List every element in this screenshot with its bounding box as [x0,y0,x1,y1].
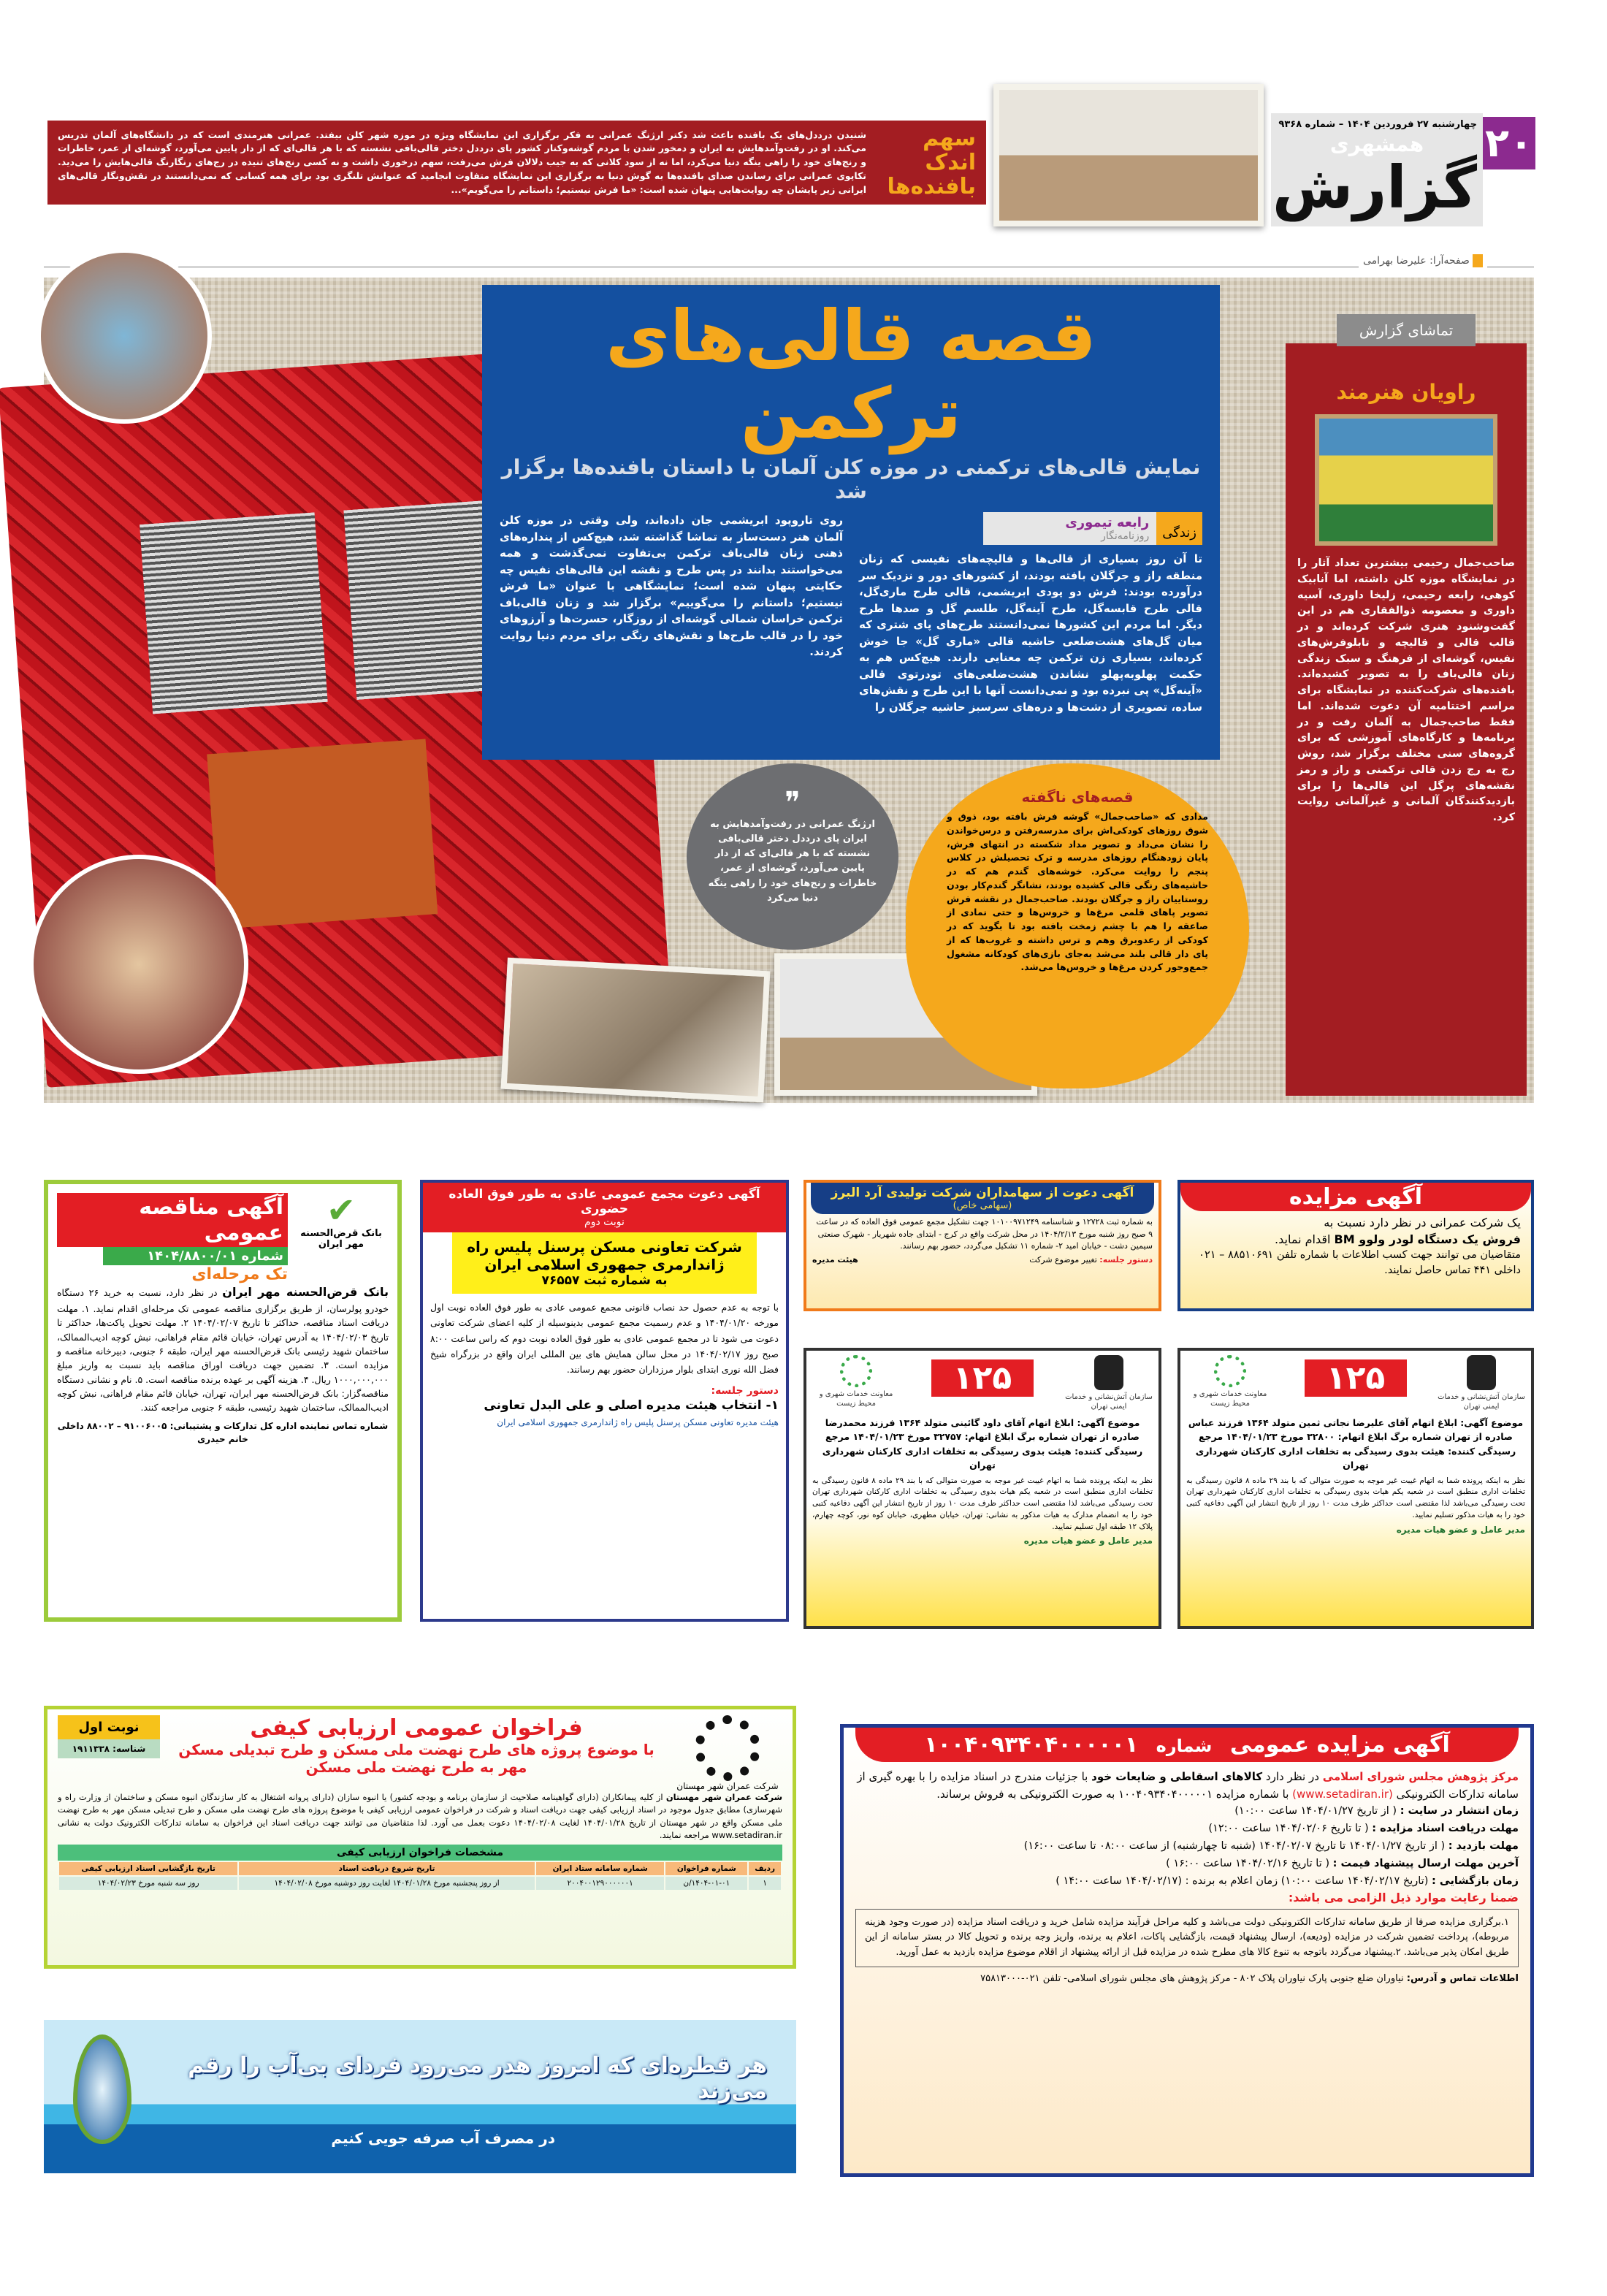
teaser-text: شنیدن درددل‌های یک بافنده باعث شد دکتر ارژنگ عمرانی به فکر برگزاری این نمایشگاه ویژه در موزه شهر کلن بیفتد. عمرانی هنرمندی است که در دانشگاه‌های آلمان تدریس می‌کند. او در رفت‌وآمدهایش به ایران و دمخور شدن با مردم گوشه‌وکنار کشور پای درددل دختر قالی‌بافی نشسته که با هر قالی‌ای که از دار پایین می‌آورد، گوشه‌ای از عمر، خاطرات و رنج‌های خود را راهی ینگه دنیا می‌کرد، اما نه از سود کلانی که به جیب دلالان فرش می‌رفت، سهم درخوری داشت و نه کسی رنج‌های تنیده در رج‌های رنگارنگ قالی‌هایش را می‌دید. تکاپوی عمرانی برای رساندن صدای بافنده‌ها به گوش دنیا به برگزاری این نمایشگاه متفاوت انجامید که عنوانش تلنگری بود برای همه کسانی که نمی‌دانستند در نقش‌ونگار قالی‌های ایرانی زیر پایشان چه روایت‌هایی پنهان شده است: «ما فرش نیستیم؛ داستانم را می‌گویم»... [58,129,866,195]
water-headline: هر قطره‌ای که امروز هدر می‌رود فردای بی‌آب را رقم می‌زند [188,2053,767,2104]
table-row [59,1877,781,1890]
assembly-body: با توجه به عدم حصول حد نصاب قانونی مجمع عمومی عادی به طور فوق العاده نوبت اول مورخه ۱۴۰۴/۰۱/۲۰ و عدم رسمیت مجمع عمومی بدینوسیله از کلیه اعضای شرکت تعاونی دعوت می شود تا در مجمع عمومی عادی به طور فوق العاده نوبت دوم که راس ساعت ۸:۰۰ صبح روز ۱۴۰۴/۰۲/۱۷ در محل سالن همایش های بین المللی ایران واقع در بزرگراه شیخ فضل الله نوری ابتدای بلوار مرزداران حضور بهم رسانند. [430,1302,779,1375]
article-panel [482,285,1220,760]
tender-number: شماره ۱۴۰۴/۸۸۰۰/۰۱ [103,1247,288,1265]
designer-rule [44,257,1534,267]
auction-small-ad [1177,1180,1534,1311]
unfinished-box [906,763,1249,1088]
municipality-logo [1214,1355,1246,1387]
company-name: شرکت عمران شهر مهستان [676,1781,779,1791]
notice1-detail: نظر به اینکه پرونده شما به اتهام غیبت غیر موجه به صورت متوالی که با بند ۲۹ ماده ۸ قانون رسیدگی به تخلفات اداری منطبق است در شعبه یکم هیات بدوی رسیدگی به تخلفات اداری کارکنان شهرداری تهران تحت رسیدگی می‌باشد لذا مقتضی است حداکثر ظرف مدت ۱۰ روز از تاریخ انتشار این آگهی دفاعیه کتبی خود را به انضمام مدارک به هیات مذکور به نشانی: تهران، خیابان مطهری، خیابان کوه نور، کوچه چهارم، پلاک ۱۲ طبقه اول تسلیم نمایید. [812,1476,1153,1531]
quote-icon: ❞ [785,786,801,820]
bank-name: بانک قرض‌الحسنه مهر ایران [300,1228,382,1250]
quality-lead: شرکت عمران شهر مهستان [665,1792,782,1802]
auction-big-goods: کالاهای اسقاطی و ضایعات خود [1091,1770,1263,1783]
tag-icon [1473,254,1483,267]
auction-small-title: آگهی مزایده [1180,1183,1531,1211]
article-subtitle: نمایش قالی‌های ترکمنی در موزه کلن آلمان با داستان بافنده‌ها برگزار شد [501,455,1201,504]
sidebar-tab: تماشای گزارش [1337,314,1476,346]
auction-small-action: اقدام نماید. [1275,1232,1331,1247]
ard-ad [804,1180,1161,1311]
section-title: گزارش [1272,153,1477,221]
tender-title: آگهی مناقصه عمومی [57,1193,288,1247]
table-header: تاریخ بازگشایی اسناد ارزیابی کیفی [59,1862,237,1875]
schedule-item [855,1803,1519,1820]
schedule-label: مهلت دریافت اسناد مزایده : [1372,1822,1519,1834]
auction-small-contact: متقاضیان می توانند جهت کسب اطلاعات با شماره تلفن ۸۸۵۱۰۶۹۱ – ۰۲۱ داخلی ۴۴۱ تماس حاصل نمایند. [1199,1249,1521,1277]
auction-big-text-2: با جزئیات مندرج در اسناد مزایده را با بهره گیری از سامانه تدارکات الکترونیکی [857,1770,1519,1801]
notice1-badge: ۱۲۵ [931,1359,1034,1397]
designer-name: صفحه‌آرا: علیرضا بهرامی [1363,255,1470,267]
sidebar-title: راویان هنرمند [1336,380,1476,404]
auction-small-line1: یک شرکت عمرانی در نظر دارد نسبت به [1324,1216,1521,1229]
table-header: شماره سامانه ستاد ایران [536,1862,664,1875]
auction-small-item: فروش یک دستگاه لودر ولوو BM [1334,1232,1521,1247]
teaser-title: سهم اندک بافنده‌ها [887,126,976,199]
quality-table [58,1861,782,1891]
ard-agenda: تغییر موضوع شرکت [1029,1254,1097,1265]
municipality-logo [840,1355,872,1387]
article-column-1: تا آن روز بسیاری از قالی‌ها و قالیچه‌های نفیسی که زنان منطقه راز و جرگلان بافته بودند، از کشورهای دور و نزدیک سر درآورده بودند: فرش دو پودی ابریشمی، قالی طرح ماری‌گل، قالی طرح قابسه‌گل، طرح آینه‌گل، طلسم گل و صدها طرح دیگر. اما مردم این کشورها نمی‌دانستند طرح‌های پای شتری که میان گل‌های هشت‌ضلعی حاشیه قالی «ماری گل» جا خوش کرده‌اند، بسیاری زن ترکمن چه معنایی دارند. هیچ‌کس هم به حکمت پهلوبه‌پهلو نشاندن هشت‌ضلعی‌های تودرتوی قالی «آینه‌گل» پی نبرده بود و نمی‌دانست آنها با این طرح و نقش‌های ساده، تصویری از دشت‌ها و دره‌های سرسبز حاشیه جرگلان را [859,552,1202,714]
table-header: شماره فراخوان [665,1862,747,1875]
table-header: تاریخ شروع دریافت اسناد [239,1862,535,1875]
assembly-agenda: ۱- انتخاب هیئت مدیره اصلی و علی البدل تعاونی [484,1398,779,1414]
auction-big-text-1: در نظر دارد [1265,1770,1319,1783]
quality-title: فراخوان عمومی ارزیابی کیفی [250,1715,583,1741]
table-cell: روز سه شنبه مورخ ۱۴۰۴/۰۲/۲۳ [59,1877,237,1890]
ard-body: به شماره ثبت ۱۲۷۲۸ و شناسنامه ۱۰۱۰۰۹۷۱۲۴۹ جهت تشکیل مجمع عمومی فوق العاده که در ساعت ۹ صبح روز شنبه مورخ ۱۴۰۴/۲/۱۳ در محل شرکت واقع در کرج - ابتدای جاده شهریار - شهرک صنعتی سیمین دشت - خیابان امید ۲- شماره ۱۱ تشکیل می‌گردد، حضور بهم رسانند. [816,1217,1153,1251]
issue-date: چهارشنبه ۲۷ فروردین ۱۴۰۴ – شماره ۹۳۶۸ [1278,119,1477,130]
ard-signature: هیئت مدیره [812,1254,858,1265]
quality-table-title: مشخصات فراخوان ارزیابی کیفی [58,1845,782,1861]
notice1-org-fire-dept: سازمان آتش‌نشانی و خدمات ایمنی تهران [1065,1393,1153,1411]
auction-big-notice: ضمنا رعایت موارد ذیل الزامی می باشد: [1288,1890,1519,1904]
tender-ad [44,1180,402,1622]
ard-title: آگهی دعوت از سهامداران شرکت تولیدی آرد البرز [831,1186,1134,1200]
schedule-value: ( تا تاریخ ۱۴۰۴/۰۲/۰۶ ساعت ۱۲:۰۰) [1208,1822,1369,1834]
table-header: ردیف [749,1862,781,1875]
fire-dept-logo [1467,1355,1496,1390]
schedule-value: ( تا تاریخ ۱۴۰۴/۰۲/۱۶ ساعت ۱۶:۰۰ ) [1166,1857,1330,1869]
notice1-signature: مدیر عامل و عضو هیات مدیره [1023,1536,1153,1546]
article-title: قصه قالی‌های ترکمن [606,295,1096,454]
quality-subtitle: با موضوع پروژه های طرح نهضت ملی مسکن و طرح تبدیلی مسکن مهر به طرح نهضت ملی مسکن [178,1741,654,1776]
auction-big-contact-label: اطلاعات تماس و آدرس: [1406,1973,1519,1984]
notice1-body: موضوع آگهی: ابلاغ اتهام آقای داود گائینی متولد ۱۳۶۴ فرزند محمدرضا صادره از تهران شماره برگ ابلاغ اتهام: ۳۲۷۵۷ مورخ ۱۴۰۴/۰۱/۲۳ مرجع رسیدگی کننده: هیئت بدوی رسیدگی به تخلفات اداری کارکنان شهرداری تهران [822,1417,1143,1471]
ard-subtitle: (سهامی خاص) [953,1200,1012,1211]
assembly-company: شرکت تعاونی مسکن پرسنل پلیس راه ژاندارمری جمهوری اسلامی ایران [467,1238,742,1273]
table-cell: ۱ [749,1877,781,1890]
auction-big-text-3: با شماره مزایده ۱۰۰۴۰۹۳۴۰۴۰۰۰۰۰۱ به صورت الکترونیکی به فروش برساند. [936,1788,1289,1801]
water-banner [44,2020,796,2173]
auction-big-header [855,1728,1519,1762]
assembly-agenda-label: دستور جلسه: [711,1385,779,1397]
assembly-round: نوبت دوم [584,1216,625,1228]
assembly-ad [420,1180,789,1622]
setadiran-link[interactable]: (www.setadiran.ir) [1292,1788,1393,1801]
auction-big-title: آگهی مزایده عمومی [1229,1732,1450,1758]
schedule-value: ( از تاریخ ۱۴۰۴/۰۱/۲۷ ساعت ۱۰:۰۰) [1234,1805,1397,1817]
page-number: ۲۰ [1483,117,1535,169]
schedule-item [855,1820,1519,1838]
ard-agenda-label: دستور جلسه: [1099,1254,1153,1265]
designer-line [1359,254,1487,267]
table-cell: ۱۴۰۴-۰۱-۰۱/ن [665,1877,747,1890]
quality-body: از کلیه پیمانکاران (دارای گواهینامه صلاحیت از سازمان برنامه و بودجه کشور) یا انبوه سازان (دارای پروانه اشتغال به کار سازندگان انبوه مسکن و ساختمان از وزارت راه و شهرسازی) مطابق جدول موجود در اسناد ارزیابی کیفی جهت دریافت اسناد و شرکت در فراخوان عمومی ارزیابی کیفی با موضوع پروژه های طرح نهضت ملی مسکن و طرح تبدیلی مسکن مهر به طرح نهضت ملی مسکن واقع در شهر مهستان از تاریخ ۱۴۰۴/۰۱/۲۸ لغایت ۱۴۰۴/۰۲/۰۸ دعوت بعمل می آورد. لذا متقاضیان می توانند جهت دریافت اسناد این فراخوان به سامانه تدارکات الکترونیک دولت به نشانی www.setadiran.ir مراجعه نمایند. [58,1792,782,1840]
auction-big-number-label: شماره [1156,1736,1213,1756]
notice-ad-1 [804,1348,1161,1629]
schedule-label: مهلت بازدید : [1448,1839,1519,1852]
tender-body: در نظر دارد، نسبت به خرید ۲۶ دستگاه خودرو پولرسان، از طریق برگزاری مناقصه عمومی تک مرحله‌ای اقدام نماید. ۱. مهلت دریافت اسناد مناقصه، حداکثر تا تاریخ ۱۴۰۴/۰۲/۰۷ ۲. مهلت تحویل پاکت‌ها، حداکثر تا تاریخ ۱۴۰۴/۰۲/۰۳ به آدرس تهران، خیابان قائم مقام فراهانی، نبش کوچه ادیب‌الممالک، ساختمان شهید رئیسی بانک قرض‌الحسنه مهر ایران، طبقه ۶ جنوبی، دبیرخانه مناقصه و مزایده است. ۳. تضمین جهت دریافت اوراق مناقصه باید نسبت به واریز مبلغ ۱۰۰۰,۰۰۰,۰۰۰ ریال. ۴. هزینه آگهی بر عهده برنده مناقصه است. ۵. نام و نشانی دستگاه مناقصه‌گزار: بانک قرض‌الحسنه مهر ایران، تهران، خیابان قائم مقام فراهانی، نبش کوچه ادیب‌الممالک، ساختمان شهید رئیسی، طبقه ۶ جنوبی مراجعه کنند. [57,1287,389,1414]
tender-stage: تک مرحله‌ای [191,1265,288,1284]
schedule-label: آخرین مهلت ارسال پیشنهاد قیمت : [1332,1857,1519,1869]
assembly-signature: هیئت مدیره تعاونی مسکن پرسنل پلیس راه ژاندارمری جمهوری اسلامی ایران [497,1417,779,1428]
tender-contact: شماره تماس نماینده اداره کل تدارکات و پشتیبانی: ۹۱۰۰۶۰۰۵ – ۸۸۰۰۲ داخلی خانم حیدری [57,1420,389,1445]
notice-ad-2 [1177,1348,1534,1629]
author-name: رابعه تیموری [1065,515,1150,531]
water-tagline: در مصرف آب صرفه جویی کنیم [331,2129,555,2147]
table-cell: از روز پنجشنبه مورخ ۱۴۰۴/۰۱/۲۸ لغایت روز دوشنبه مورخ ۱۴۰۴/۰۲/۰۸ [239,1877,535,1890]
auction-big-number: ۱۰۰۴۰۹۳۴۰۴۰۰۰۰۰۱ [924,1732,1139,1758]
auction-big-ad [840,1724,1534,2177]
unfinished-title: قصه‌های ناگفته [1021,788,1134,806]
notice2-body: موضوع آگهی: ابلاغ اتهام آقای علیرضا نجاتی ثمین متولد ۱۳۶۴ فرزند عباس صادره از تهران شماره برگ ابلاغ اتهام: ۳۲۸۰۰ مورخ ۱۴۰۴/۰۱/۲۳ مرجع رسیدگی کننده: هیئت بدوی رسیدگی به تخلفات اداری کارکنان شهرداری تهران [1188,1417,1524,1471]
category-label: زندگی [1156,512,1202,545]
schedule-label: زمان انتشار در سایت : [1400,1805,1519,1817]
water-drop-icon [73,2034,131,2144]
schedule-item [855,1838,1519,1856]
sidebar [1286,321,1527,1096]
fire-dept-logo [1094,1355,1123,1390]
sidebar-carpet-photo [1315,414,1497,546]
schedule-value: ( از تاریخ ۱۴۰۴/۰۱/۲۷ تا تاریخ ۱۴۰۴/۰۲/۰۷ (شنبه تا چهارشنبه) از ساعت ۰۸:۰۰ تا ساعت ۱۶:۰۰) [1023,1839,1446,1852]
article-column-2: روی تاروپود ابریشمی جان داده‌اند، ولی وقتی در موزه کلن آلمان هنر دست‌ساز به تماشا گذاشته شد، هیچ‌کس از پنداره‌های ذهنی زنان قالی‌باف ترکمن بی‌تفاوت نمی‌گذشت و همه می‌خواستند بدانند در پس طرح و نقشه این قالی‌های نفیس چه حکایتی پنهان شده است؛ نمایشگاهی با عنوان «ما فرش نیستیم؛ داستانم را می‌گوییم» برگزار شد و زنان قالی‌باف ترکمن خراسان شمالی گوشه‌ای از روزگار، حسرت‌ها و آرزوهای خود را در قالب طرح‌ها و نقش‌های رنگی برای مردم دنیا روایت کردند. [500,514,843,659]
quote-bubble [687,763,898,950]
assembly-title: آگهی دعوت مجمع عمومی عادی به طور فوق العاده حضوری [448,1187,760,1216]
schedule-value: (تاریخ ۱۴۰۴/۰۲/۱۷ ساعت ۱۰:۰۰) زمان اعلام به برنده : (۱۴۰۴/۰۲/۱۷ ساعت ۱۴:۰۰ ) [1056,1874,1429,1887]
notice2-signature: مدیر عامل و عضو هیات مدیره [1396,1524,1525,1535]
teaser-box [47,121,986,205]
notice1-org-municipality: معاونت خدمات شهری و محیط زیست [819,1390,893,1408]
quality-id: شناسه: ۱۹۱۱۳۳۸ [58,1739,160,1758]
tender-lead: بانک قرض‌الحسنه مهر ایران [222,1285,389,1299]
unfinished-text: مدادی که «صاحب‌جمال» گوشه فرش بافته بود، ذوق و شوق روزهای کودکی‌اش برای مدرسه‌رفتن و درس‌خواندن را نشان می‌داد و تصویر مداد شکسته در انتهای فرش، پایان زودهنگام روزهای مدرسه و ترک تحصیلش در کلاس پنجم را روایت می‌کرد. خوشه‌های گندم هم که در حاشیه‌های رنگی قالی کشیده بودند، نشانگر گندم‌کار بودن روستاییان راز و جرگلان بودند. صاحب‌جمال در نقشه فرش تصویر پاهای قلمی مرغ‌ها و خروس‌ها و حتی نمادی از صاعقه را هم با چشم زمخت بافته بود تا بگوید که در کودکی از رعدوبرق وهم و ترس داشته و غروب‌ها که از پای دار قالی بلند می‌شد به‌جای بازی‌های کودکانه مشغول جمع‌وجور کردن مرغ‌ها و خروس‌ها می‌شد. [947,811,1208,973]
auction-big-contact: نیاوران ضلع جنوبی پارک نیاوران پلاک ۸۰۲ - مرکز پژوهش های مجلس شورای اسلامی- تلفن ۰۲۱-۷۵۸۱۳۰۰۰ [980,1973,1404,1984]
company-logo-icon [695,1715,760,1781]
paper-name-watermark: همشهری [1329,132,1424,156]
table-cell: ۲۰۰۴۰۰۱۲۹۰۰۰۰۰۰۱ [536,1877,664,1890]
notice2-badge: ۱۲۵ [1305,1359,1408,1397]
quality-ad [44,1706,796,1969]
schedule-item [855,1856,1519,1873]
author-box [983,512,1202,545]
auction-schedule [855,1803,1519,1891]
auction-big-org: مرکز پژوهش مجلس شورای اسلامی [1322,1770,1519,1783]
author-role: روزنامه‌نگار [1101,530,1150,543]
notice2-org-fire-dept: سازمان آتش‌نشانی و خدمات ایمنی تهران [1438,1393,1525,1411]
workshop-photo [501,958,771,1103]
masthead [1271,113,1483,226]
quality-round: نوبت اول [58,1715,160,1739]
weaver-photo-circle [37,248,212,424]
schedule-item [855,1873,1519,1891]
notice2-detail: نظر به اینکه پرونده شما به اتهام غیبت غیر موجه به صورت متوالی که با بند ۲۹ ماده ۸ قانون رسیدگی به تخلفات اداری منطبق است در شعبه یکم هیات بدوی رسیدگی به تخلفات اداری کارکنان شهرداری تهران تحت رسیدگی می‌باشد لذا مقتضی است حداکثر ظرف مدت ۱۰ روز از تاریخ انتشار این آگهی دفاعیه کتبی خود را به هیات مذکور تسلیم نمایید. [1186,1476,1526,1519]
schedule-label: زمان بازگشایی : [1431,1874,1519,1887]
quote-text: ارژنگ عمرانی در رفت‌وآمدهایش به ایران پای درددل دختر قالی‌بافی نشسته که با هر قالی‌ای که از دار پایین می‌آورد، گوشه‌ای از عمر، خاطرات و رنج‌های خود را راهی ینگه دنیا می‌کرد [708,819,877,904]
header-photo [993,84,1264,226]
artist-photo-circle [29,855,248,1074]
auction-big-rules: ۱.برگزاری مزایده صرفا از طریق سامانه تدارکات الکترونیکی دولت می‌باشد و کلیه مراحل فرآیند مزایده شامل خرید و دریافت اسناد مزایده (در صورت وجود هزینه مربوطه)، پرداخت تضمین شرکت در مزایده (ودیعه)، ارسال پیشنهاد قیمت، بازگشایی پاکات، اعلام به برنده، واریز وجه برنده و تحویل کالا در بستر سامانه از این طریق امکان پذیر می‌باشد. ۲.پیشنهاد می‌گردد باتوجه به تنوع کالا های مطرح شده در مزایده قبل از ارائه پیشنهاد از اقلام موضوع مزایده بازدید به عمل آورید. [855,1909,1519,1967]
bank-logo-icon: ✔ [326,1190,356,1231]
notice2-org-municipality: معاونت خدمات شهری و محیط زیست [1193,1390,1267,1408]
sidebar-text: صاحب‌جمال رحیمی بیشترین تعداد آثار را در نمایشگاه موزه کلن داشته، اما آنابیک کوهی، رابعه رحیمی، زلیخا داوری، آسیه داوری و معصومه ذوالفقاری هم در این گفت‌وشنود هنری شرکت کرده‌اند و در قالب قالی و قالیچه و تابلوفرش‌های نفیس، گوشه‌ای از فرهنگ و سبک زندگی زنان قالی‌باف را به تصویر کشیده‌اند. بافنده‌های شرکت‌کننده در نمایشگاه برای مراسم اختتامیه آن دعوت شده‌اند. اما فقط صاحب‌جمال به آلمان رفت و در برنامه‌ها و کارگاه‌های آموزشی که برای گروه‌های سنی مختلف برگزار شد، روش رج به رج زدن قالی ترکمنی و راز و رمز نقشه‌های پرگل این قالی‌ها را برای بازدیدکنندگان آلمانی و غیرآلمانی روایت کرد. [1297,557,1515,823]
assembly-reg: به شماره ثبت ۷۶۵۵۷ [541,1273,668,1288]
